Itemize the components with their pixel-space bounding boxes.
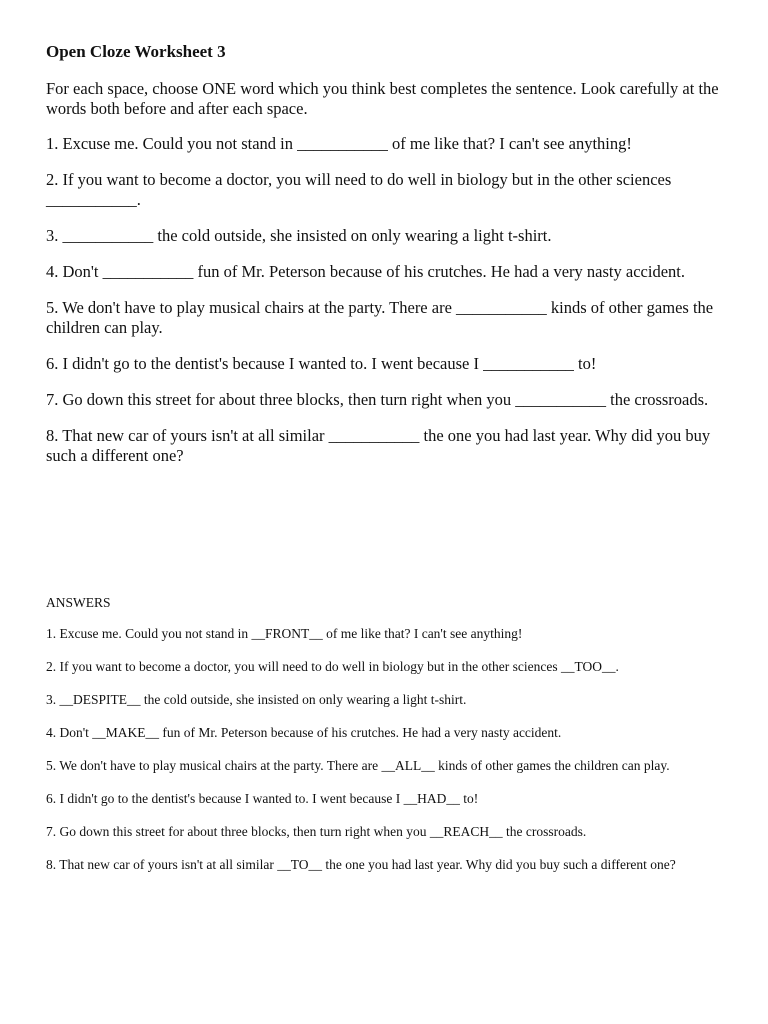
answer-3: 3. __DESPITE__ the cold outside, she insisted on only wearing a light t-shirt. — [46, 692, 467, 707]
answer-2: 2. If you want to become a doctor, you will need to do well in biology but in the other sciences __TOO__. — [46, 659, 619, 674]
answer-5: 5. We don't have to play musical chairs at the party. There are __ALL__ kinds of other games the children can play. — [46, 758, 670, 773]
question-1: 1. Excuse me. Could you not stand in ___________ of me like that? I can't see anything! — [46, 134, 632, 153]
answer-7: 7. Go down this street for about three blocks, then turn right when you __REACH__ the crossroads. — [46, 824, 587, 839]
instructions: For each space, choose ONE word which you think best completes the sentence. Look carefully at the words both before and after each space. — [46, 79, 719, 118]
question-5: 5. We don't have to play musical chairs at the party. There are ___________ kinds of other games the children can play. — [46, 298, 714, 337]
answers-section — [46, 626, 726, 890]
answers-heading: ANSWERS — [46, 595, 111, 610]
question-2: 2. If you want to become a doctor, you will need to do well in biology but in the other sciences ___________. — [46, 170, 672, 209]
question-3: 3. ___________ the cold outside, she insisted on only wearing a light t-shirt. — [46, 226, 552, 245]
question-6: 6. I didn't go to the dentist's because I wanted to. I went because I ___________ to! — [46, 354, 597, 373]
answer-6: 6. I didn't go to the dentist's because I wanted to. I went because I __HAD__ to! — [46, 791, 479, 806]
answer-4: 4. Don't __MAKE__ fun of Mr. Peterson because of his crutches. He had a very nasty accident. — [46, 725, 562, 740]
answer-8: 8. That new car of yours isn't at all similar __TO__ the one you had last year. Why did you buy such a different one? — [46, 857, 676, 872]
question-8: 8. That new car of yours isn't at all similar ___________ the one you had last year. Why did you buy such a different one? — [46, 426, 711, 465]
answer-1: 1. Excuse me. Could you not stand in __FRONT__ of me like that? I can't see anything! — [46, 626, 523, 641]
worksheet-page — [46, 42, 726, 482]
question-7: 7. Go down this street for about three blocks, then turn right when you ___________ the crossroads. — [46, 390, 709, 409]
question-4: 4. Don't ___________ fun of Mr. Peterson because of his crutches. He had a very nasty accident. — [46, 262, 685, 281]
worksheet-title: Open Cloze Worksheet 3 — [46, 42, 226, 61]
